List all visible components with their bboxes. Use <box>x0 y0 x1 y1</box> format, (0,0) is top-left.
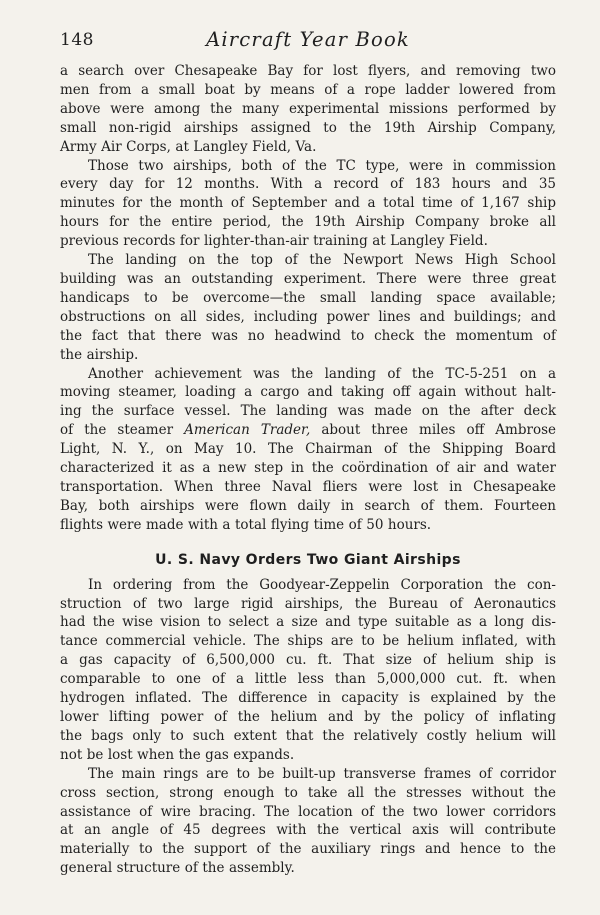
text-line: hours for the entire period, the 19th Airship Company broke all <box>60 214 556 231</box>
book-page <box>60 28 556 878</box>
text-line: previous records for lighter-than-air training at Langley Field. <box>60 233 488 250</box>
text-line: a search over Chesapeake Bay for lost flyers, and removing two <box>60 63 556 79</box>
text-line: obstructions on all sides, including power lines and buildings; and <box>60 308 556 325</box>
text-line: men from a small boat by means of a rope ladder lowered from <box>60 81 556 98</box>
text-line: materially to the support of the auxiliary rings and hence to the <box>60 841 556 858</box>
paragraph-high-school-landing <box>60 251 556 364</box>
text-line: tance commercial vehicle. The ships are to be helium inflated, with <box>60 633 556 650</box>
text-line: Those two airships, both of the TC type, were in commission <box>88 157 556 174</box>
text-line: building was an outstanding experiment. There were three great <box>60 270 556 287</box>
text-line: The landing on the top of the Newport News High School <box>88 252 556 269</box>
paragraph-tc-airships <box>60 157 556 252</box>
text-fragment: of the steamer <box>60 422 185 439</box>
text-line: above were among the many experimental missions performed by <box>60 100 556 117</box>
text-line: the airship. <box>60 346 139 363</box>
text-line: small non-rigid airships assigned to the 19th Airship Company, <box>60 119 556 136</box>
text-line: flights were made with a total flying time of 50 hours. <box>60 516 432 533</box>
paragraph-main-rings <box>60 765 556 878</box>
text-line: general structure of the assembly. <box>60 860 295 877</box>
text-line: not be lost when the gas expands. <box>60 746 295 763</box>
text-line: assistance of wire bracing. The location of the two lower corridors <box>60 803 556 820</box>
text-line: The main rings are to be built-up transverse frames of corridor <box>88 765 556 782</box>
ship-name: American Trader, <box>184 422 311 439</box>
text-line: Light, N. Y., on May 10. The Chairman of the Shipping Board <box>60 441 556 458</box>
text-line: ing the surface vessel. The landing was made on the after deck <box>60 403 556 420</box>
text-line: cross section, strong enough to take all the stresses without the <box>60 784 556 801</box>
text-line: lower lifting power of the helium and by the policy of inflating <box>60 709 556 725</box>
text-line: hydrogen inflated. The difference in capacity is explained by the <box>60 690 556 707</box>
text-fragment: about three miles off Ambrose <box>310 422 556 439</box>
text-line: every day for 12 months. With a record of 183 hours and 35 <box>60 176 556 193</box>
text-line: Another achievement was the landing of the TC-5-251 on a <box>88 365 556 382</box>
text-line-ship <box>60 421 556 440</box>
page-number: 148 <box>60 30 94 50</box>
text-line: Bay, both airships were flown daily in search of them. Fourteen <box>60 497 556 514</box>
text-line: handicaps to be overcome—the small landing space available; <box>60 289 556 306</box>
text-line: the bags only to such extent that the relatively costly helium will <box>60 727 556 744</box>
text-line: Army Air Corps, at Langley Field, Va. <box>60 138 317 155</box>
running-title: Aircraft Year Book <box>206 28 410 51</box>
text-line: transportation. When three Naval fliers were lost in Chesapeake <box>60 478 556 495</box>
text-line: a gas capacity of 6,500,000 cu. ft. That size of helium ship is <box>60 652 556 669</box>
text-line: the fact that there was no headwind to check the momentum of <box>60 327 556 344</box>
section-heading: U. S. Navy Orders Two Giant Airships <box>155 551 461 568</box>
text-line: minutes for the month of September and a total time of 1,167 ship <box>60 195 556 212</box>
running-head <box>60 28 556 62</box>
paragraph-navy-order <box>60 576 556 765</box>
text-line: had the wise vision to select a size and type suitable as a long dis- <box>60 614 556 631</box>
paragraph-steamer-landing <box>60 365 556 535</box>
text-line: characterized it as a new step in the coördination of air and water <box>60 460 556 477</box>
text-line: comparable to one of a little less than 5,000,000 cut. ft. when <box>60 671 556 688</box>
paragraph-search-missions <box>60 62 556 157</box>
text-line: moving steamer, loading a cargo and taking off again without halt- <box>60 384 556 401</box>
text-line: In ordering from the Goodyear-Zeppelin Corporation the con- <box>88 576 556 593</box>
text-line: struction of two large rigid airships, the Bureau of Aeronautics <box>60 595 556 612</box>
text-line: at an angle of 45 degrees with the vertical axis will contribute <box>60 822 556 839</box>
